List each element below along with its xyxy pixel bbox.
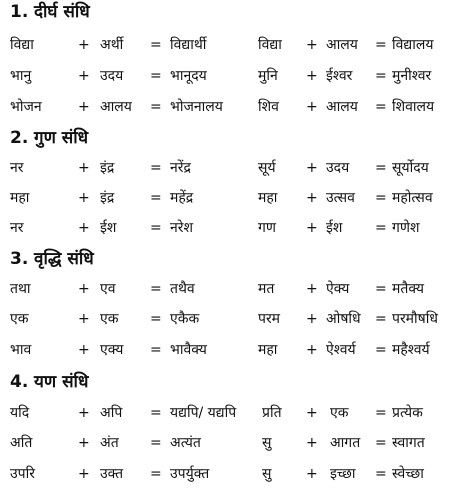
word-second: अर्थी bbox=[100, 37, 124, 53]
plus-sign: + bbox=[78, 190, 90, 206]
plus-sign: + bbox=[306, 405, 318, 421]
word-first: नर bbox=[10, 220, 24, 236]
word-result: महेंद्र bbox=[170, 190, 194, 206]
word-first: महा bbox=[258, 342, 278, 358]
plus-sign: + bbox=[306, 435, 318, 451]
equals-sign: = bbox=[375, 68, 387, 84]
plus-sign: + bbox=[306, 99, 318, 115]
plus-sign: + bbox=[306, 281, 318, 297]
word-result: परमौषधि bbox=[392, 311, 439, 327]
equals-sign: = bbox=[375, 311, 387, 327]
example-row bbox=[0, 217, 472, 239]
equals-sign: = bbox=[375, 99, 387, 115]
word-second: ईश्वर bbox=[326, 68, 353, 84]
plus-sign: + bbox=[78, 99, 90, 115]
word-result: नरेश bbox=[170, 220, 194, 236]
word-result: विद्यालय bbox=[392, 37, 434, 53]
word-result: महैश्वर्य bbox=[392, 342, 430, 358]
word-second: ऐक्य bbox=[326, 281, 350, 297]
word-second: ईश bbox=[326, 220, 343, 236]
word-result: भोजनालय bbox=[170, 99, 223, 115]
word-first: विद्या bbox=[10, 37, 34, 53]
equals-sign: = bbox=[375, 160, 387, 176]
section-number: 1. bbox=[10, 2, 29, 22]
equals-sign: = bbox=[150, 220, 162, 236]
plus-sign: + bbox=[78, 342, 90, 358]
word-second: उत्सव bbox=[326, 190, 355, 206]
plus-sign: + bbox=[78, 281, 90, 297]
word-result: महोत्सव bbox=[392, 190, 433, 206]
word-first: विद्या bbox=[258, 37, 282, 53]
word-second: इंद्र bbox=[100, 160, 115, 176]
word-result: तथैव bbox=[170, 281, 195, 297]
word-first: यदि bbox=[10, 405, 30, 421]
equals-sign: = bbox=[150, 68, 162, 84]
word-first: महा bbox=[258, 190, 278, 206]
equals-sign: = bbox=[150, 311, 162, 327]
example-row bbox=[0, 402, 472, 424]
word-second: उदय bbox=[100, 68, 124, 84]
section-number: 3. bbox=[10, 249, 29, 269]
word-result: प्रत्येक bbox=[392, 405, 423, 421]
word-result: विद्यार्थी bbox=[170, 37, 207, 53]
word-first: भानु bbox=[10, 68, 32, 84]
word-second: इच्छा bbox=[330, 466, 356, 482]
plus-sign: + bbox=[306, 220, 318, 236]
word-result: शिवालय bbox=[392, 99, 435, 115]
word-result: अत्यंत bbox=[170, 435, 201, 451]
word-result: भावैक्य bbox=[170, 342, 207, 358]
section-heading: गुण संधि bbox=[34, 128, 89, 148]
word-second: ईश bbox=[100, 220, 117, 236]
equals-sign: = bbox=[150, 281, 162, 297]
plus-sign: + bbox=[306, 190, 318, 206]
plus-sign: + bbox=[78, 68, 90, 84]
equals-sign: = bbox=[150, 99, 162, 115]
word-second: उदय bbox=[326, 160, 350, 176]
equals-sign: = bbox=[150, 435, 162, 451]
word-second: अपि bbox=[100, 405, 123, 421]
plus-sign: + bbox=[306, 37, 318, 53]
word-second: एक bbox=[100, 311, 119, 327]
word-result: नरेंद्र bbox=[170, 160, 191, 176]
plus-sign: + bbox=[78, 435, 90, 451]
word-second: अंत bbox=[100, 435, 119, 451]
example-row bbox=[0, 65, 472, 87]
word-second: आलय bbox=[100, 99, 132, 115]
example-row bbox=[0, 339, 472, 361]
plus-sign: + bbox=[306, 68, 318, 84]
section-title-dirgh bbox=[10, 2, 90, 22]
word-first: महा bbox=[10, 190, 30, 206]
word-first: सु bbox=[262, 435, 272, 451]
equals-sign: = bbox=[375, 220, 387, 236]
equals-sign: = bbox=[375, 405, 387, 421]
word-second: एव bbox=[100, 281, 116, 297]
equals-sign: = bbox=[150, 405, 162, 421]
word-first: मुनि bbox=[258, 68, 278, 84]
plus-sign: + bbox=[306, 342, 318, 358]
word-first: तथा bbox=[10, 281, 31, 297]
word-result: स्वेच्छा bbox=[392, 466, 424, 482]
word-result: एकैक bbox=[170, 311, 200, 327]
section-number: 2. bbox=[10, 128, 29, 148]
word-first: सु bbox=[262, 466, 272, 482]
word-first: उपरि bbox=[10, 466, 35, 482]
equals-sign: = bbox=[375, 190, 387, 206]
word-result: स्वागत bbox=[392, 435, 425, 451]
equals-sign: = bbox=[150, 342, 162, 358]
word-first: सूर्य bbox=[258, 160, 276, 176]
word-result: यद्यपि/ यद्यपि bbox=[170, 405, 237, 421]
word-second: उक्त bbox=[100, 466, 124, 482]
example-row bbox=[0, 34, 472, 56]
plus-sign: + bbox=[306, 311, 318, 327]
word-result: सूर्योदय bbox=[392, 160, 429, 176]
section-number: 4. bbox=[10, 372, 29, 392]
word-result: गणेश bbox=[392, 220, 420, 236]
plus-sign: + bbox=[78, 37, 90, 53]
word-second: इंद्र bbox=[100, 190, 115, 206]
word-first: एक bbox=[10, 311, 29, 327]
word-second: ओषधि bbox=[326, 311, 361, 327]
section-title-vriddhi bbox=[10, 249, 94, 269]
equals-sign: = bbox=[375, 281, 387, 297]
word-second: आगत bbox=[330, 435, 361, 451]
plus-sign: + bbox=[306, 160, 318, 176]
example-row bbox=[0, 157, 472, 179]
word-second: आलय bbox=[326, 37, 358, 53]
section-heading: वृद्धि संधि bbox=[34, 249, 94, 269]
word-result: मुनीश्वर bbox=[392, 68, 432, 84]
word-second: ऐश्वर्य bbox=[326, 342, 356, 358]
equals-sign: = bbox=[375, 37, 387, 53]
word-first: शिव bbox=[258, 99, 279, 115]
example-row bbox=[0, 96, 472, 118]
word-first: मत bbox=[258, 281, 275, 297]
word-result: भानूदय bbox=[170, 68, 207, 84]
plus-sign: + bbox=[78, 220, 90, 236]
example-row bbox=[0, 432, 472, 454]
example-row bbox=[0, 308, 472, 330]
plus-sign: + bbox=[78, 405, 90, 421]
equals-sign: = bbox=[150, 160, 162, 176]
equals-sign: = bbox=[150, 37, 162, 53]
section-heading: दीर्घ संधि bbox=[34, 2, 90, 22]
word-first: नर bbox=[10, 160, 24, 176]
word-first: भाव bbox=[10, 342, 32, 358]
word-first: भोजन bbox=[10, 99, 42, 115]
example-row bbox=[0, 463, 472, 485]
word-first: परम bbox=[258, 311, 281, 327]
word-first: प्रति bbox=[262, 405, 282, 421]
plus-sign: + bbox=[78, 466, 90, 482]
equals-sign: = bbox=[375, 435, 387, 451]
plus-sign: + bbox=[78, 160, 90, 176]
section-title-yan bbox=[10, 372, 88, 392]
equals-sign: = bbox=[150, 190, 162, 206]
example-row bbox=[0, 278, 472, 300]
equals-sign: = bbox=[375, 342, 387, 358]
equals-sign: = bbox=[150, 466, 162, 482]
word-second: एक bbox=[330, 405, 349, 421]
section-title-gun bbox=[10, 128, 88, 148]
word-result: मतैक्य bbox=[392, 281, 424, 297]
word-second: एक्य bbox=[100, 342, 124, 358]
word-result: उपर्युक्त bbox=[170, 466, 210, 482]
plus-sign: + bbox=[306, 466, 318, 482]
equals-sign: = bbox=[375, 466, 387, 482]
plus-sign: + bbox=[78, 311, 90, 327]
section-heading: यण संधि bbox=[34, 372, 89, 392]
example-row bbox=[0, 187, 472, 209]
word-second: आलय bbox=[326, 99, 358, 115]
word-first: अति bbox=[10, 435, 33, 451]
word-first: गण bbox=[258, 220, 277, 236]
